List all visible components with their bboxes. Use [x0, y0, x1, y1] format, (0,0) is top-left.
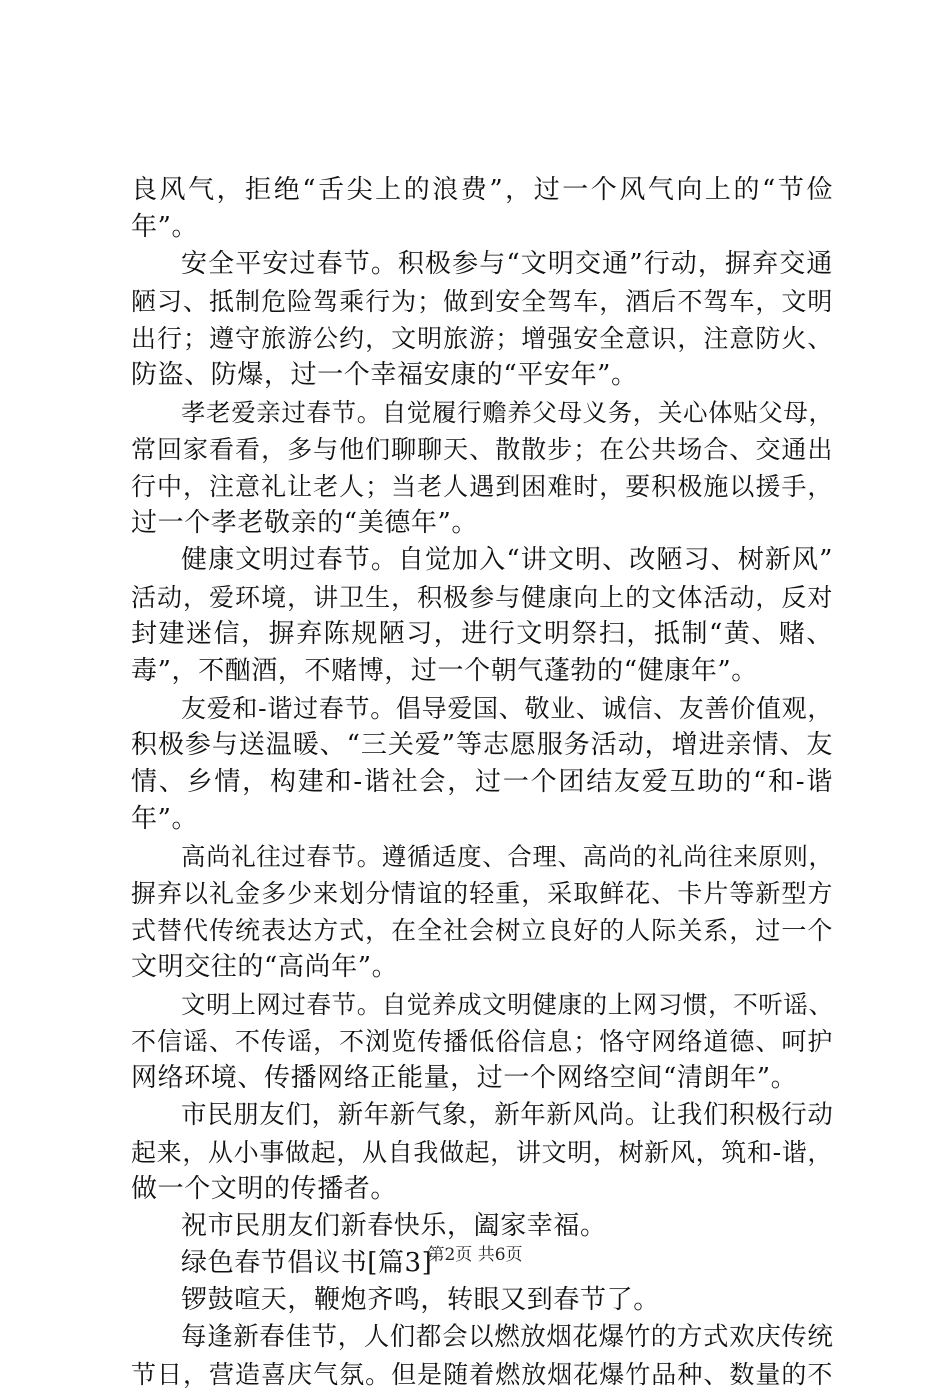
text-line: 文明上网过春节。自觉养成文明健康的上网习惯，不听谣、	[181, 990, 834, 1019]
text-line: 积极参与送温暖、“三关爱”等志愿服务活动，增进亲情、友	[131, 730, 833, 760]
text-line: 市民朋友们，新年新气象，新年新风尚。让我们积极行动	[181, 1100, 834, 1130]
text-line: 封建迷信，摒弃陈规陋习，进行文明祭扫，抵制“黄、赌、	[131, 619, 833, 649]
text-line: 锣鼓喧天，鞭炮齐鸣，转眼又到春节了。	[181, 1285, 660, 1315]
text-line: 行中，注意礼让老人；当老人遇到困难时，要积极施以援手，	[131, 472, 833, 501]
text-line: 活动，爱环境，讲卫生，积极参与健康向上的文体活动，反对	[131, 583, 833, 612]
text-line: 情、乡情，构建和-谐社会，过一个团结友爱互助的“和-谐	[131, 767, 833, 797]
text-line: 毒”，不酗酒，不赌博，过一个朝气蓬勃的“健康年”。	[131, 656, 758, 686]
text-line: 常回家看看，多与他们聊聊天、散散步；在公共场合、交通出	[131, 435, 833, 464]
text-line: 祝市民朋友们新春快乐，阖家幸福。	[181, 1211, 607, 1241]
text-line: 节日，营造喜庆气氛。但是随着燃放烟花爆竹品种、数量的不	[131, 1360, 833, 1389]
text-line: 摒弃以礼金多少来划分情谊的轻重，采取鲜花、卡片等新型方	[131, 879, 833, 908]
text-line: 做一个文明的传播者。	[131, 1174, 398, 1204]
text-line: 出行；遵守旅游公约，文明旅游；增强安全意识，注意防火、	[131, 324, 833, 353]
text-line: 孝老爱亲过春节。自觉履行赡养父母义务，关心体贴父母，	[181, 398, 834, 427]
text-line: 每逢新春佳节，人们都会以燃放烟花爆竹的方式欢庆传统	[181, 1322, 834, 1352]
text-line: 安全平安过春节。积极参与“文明交通”行动，摒弃交通	[181, 249, 833, 279]
text-line: 高尚礼往过春节。遵循适度、合理、高尚的礼尚往来原则，	[181, 842, 834, 871]
text-line: 年”。	[131, 212, 199, 242]
text-line: 友爱和-谐过春节。倡导爱国、敬业、诚信、友善价值观，	[181, 694, 833, 723]
text-line: 过一个孝老敬亲的“美德年”。	[131, 508, 478, 538]
text-line: 良风气，拒绝“舌尖上的浪费”，过一个风气向上的“节俭	[131, 175, 833, 205]
text-line: 年”。	[131, 804, 199, 834]
text-line: 绿色春节倡议书[篇3]	[181, 1248, 433, 1278]
document-body	[131, 172, 833, 1393]
text-line: 陋习、抵制危险驾乘行为；做到安全驾车，酒后不驾车，文明	[131, 287, 833, 316]
text-line: 式替代传统表达方式，在全社会树立良好的人际关系，过一个	[131, 916, 833, 945]
text-line: 不信谣、不传谣，不浏览传播低俗信息；恪守网络道德、呵护	[131, 1027, 833, 1056]
text-line: 防盗、防爆，过一个幸福安康的“平安年”。	[131, 360, 638, 390]
text-line: 起来，从小事做起，从自我做起，讲文明，树新风，筑和-谐，	[131, 1138, 833, 1167]
text-line: 网络环境、传播网络正能量，过一个网络空间“清朗年”。	[131, 1063, 798, 1093]
text-line: 文明交往的“高尚年”。	[131, 952, 399, 982]
page-footer: 第2页 共6页	[427, 1245, 523, 1265]
text-line: 健康文明过春节。自觉加入“讲文明、改陋习、树新风”	[181, 545, 833, 575]
